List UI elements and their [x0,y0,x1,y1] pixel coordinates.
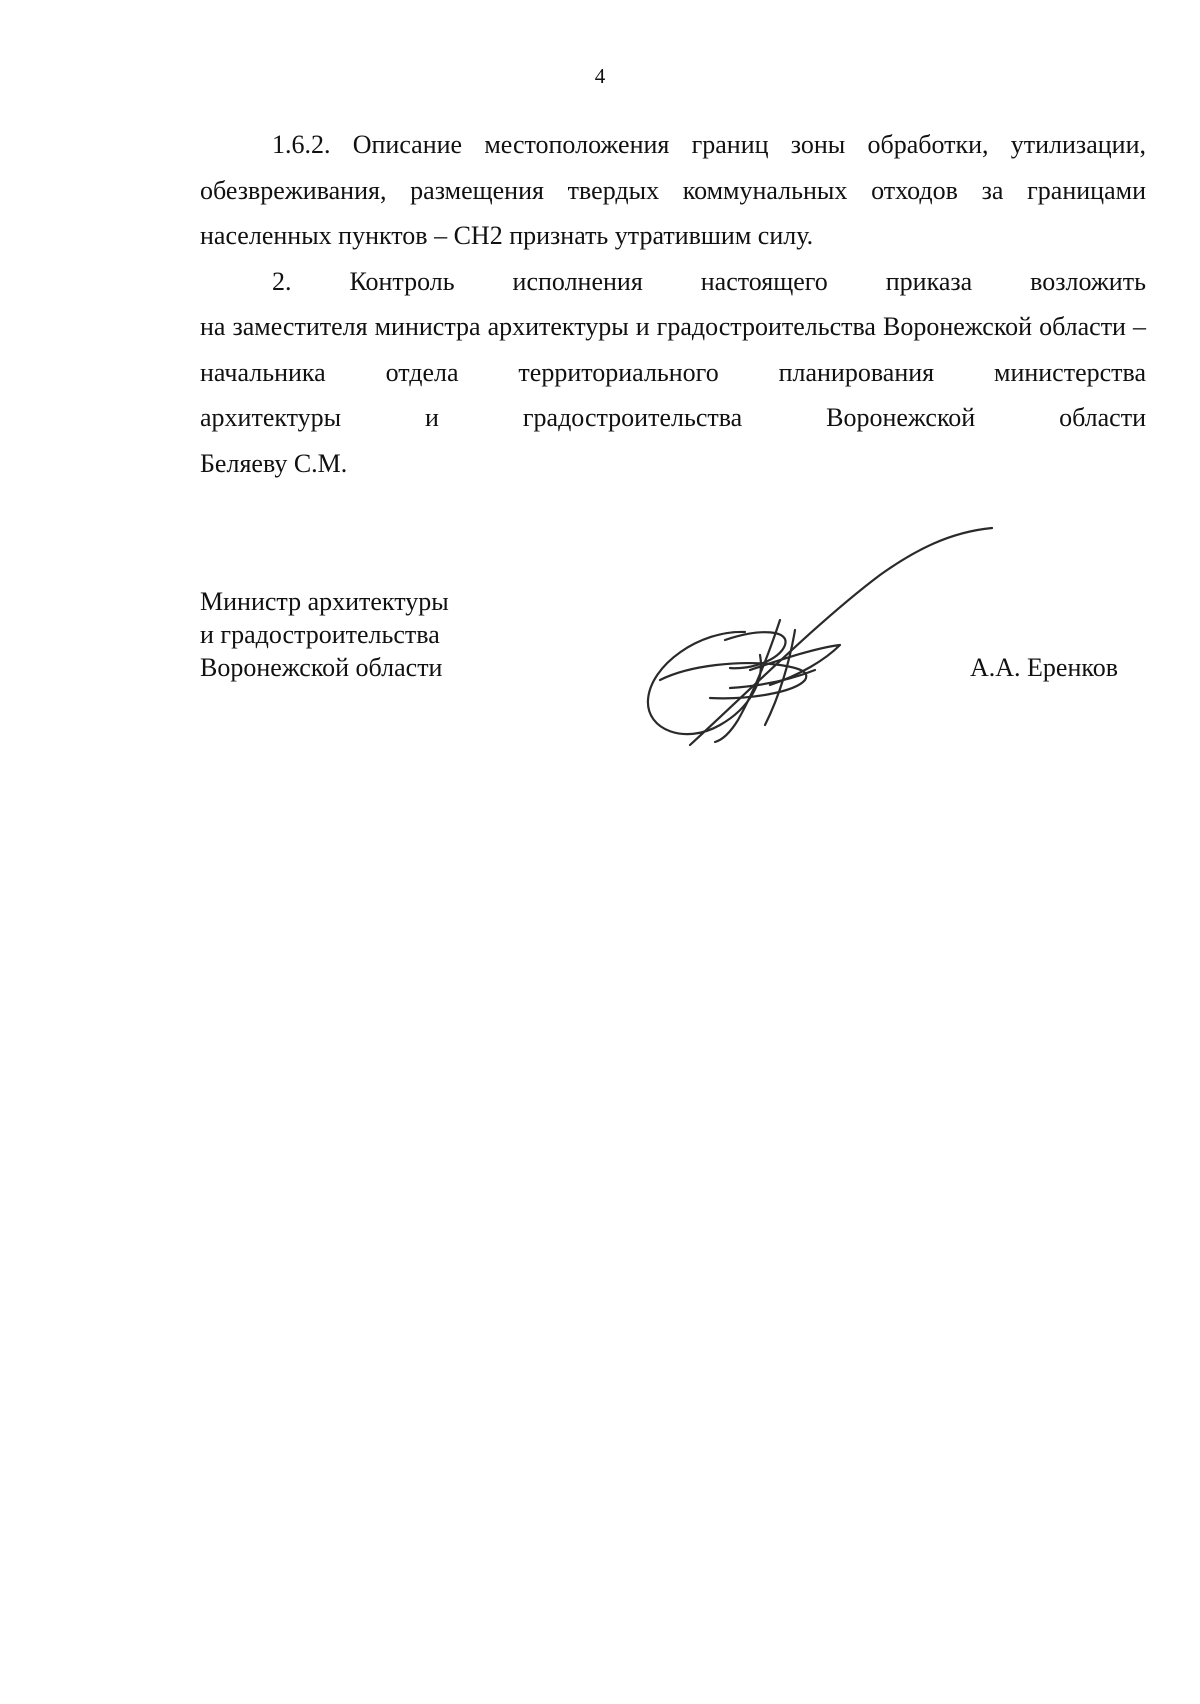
signatory-title [200,585,449,684]
word: и [425,403,439,432]
word: исполнения [512,266,643,296]
word: приказа [885,266,973,296]
paragraph-2-spread-line [200,395,1146,441]
word: архитектуры [200,403,342,432]
document-body [200,122,1146,486]
signatory-title-line: Министр архитектуры [200,587,449,616]
word: Контроль [349,266,455,296]
paragraph-2 [200,259,1146,487]
word: возложить [1030,266,1146,296]
word: градостроительства [522,403,743,432]
handwritten-signature [630,520,1000,750]
word: области [1059,403,1146,432]
signatory-title-line: и градостроительства [200,620,440,649]
paragraph-2-tail: Беляеву С.М. [200,448,348,478]
page-number: 4 [594,64,606,88]
paragraph-2-first-line [200,259,1146,305]
paragraph-1-6-2: 1.6.2. Описание местоположения границ зоны обработки, утилизации, обезвреживания, размещения твердых коммунальных отходов за границами населенных пунктов – СН2 признать утратившим силу. [200,130,1146,250]
word: 2. [272,266,292,296]
word: Воронежской [826,403,976,432]
paragraph-2-middle: на заместителя министра архитектуры и градостроительства Воронежской области – начальника отдела территориального планирования министерства [200,312,1146,387]
signatory-title-line: Воронежской области [200,653,443,682]
signatory-name: А.А. Еренков [970,653,1118,682]
word: настоящего [700,266,828,296]
